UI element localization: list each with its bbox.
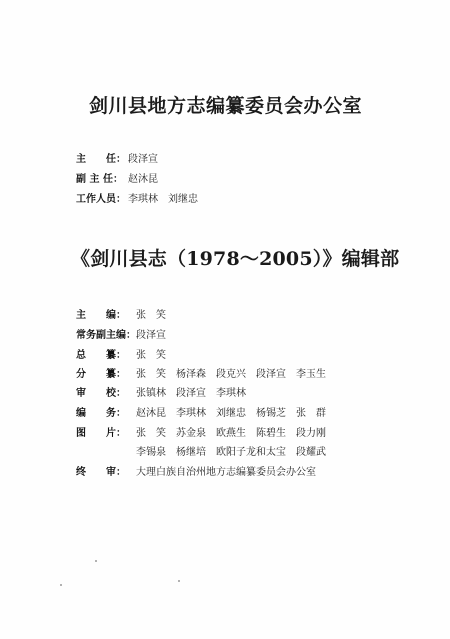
editorial-title [71, 244, 399, 271]
office-row-staff [76, 194, 198, 206]
editorial-label-general-compiler: 总 纂： [76, 350, 126, 361]
editorial-name: 刘继忠 [216, 408, 246, 419]
editorial-label-chief-editor: 主 编： [76, 310, 126, 321]
editorial-value-final-review: 大理白族自治州地方志编纂委员会办公室 [136, 467, 316, 478]
editorial-label-executive-deputy: 常务副主编： [76, 330, 136, 341]
office-value-director: 段泽宣 [128, 154, 158, 165]
scan-speck [95, 560, 97, 562]
office-row-deputy [76, 174, 158, 186]
editorial-row-chief-editor [76, 310, 176, 322]
editorial-label-section-compilers: 分 纂： [76, 369, 126, 380]
editorial-row-executive-deputy [76, 330, 176, 342]
editorial-name: 杨泽森 [176, 369, 206, 380]
editorial-name: 杨锡芝 [256, 408, 286, 419]
office-title: 剑川县地方志编纂委员会办公室 [89, 95, 363, 117]
editorial-name: 李玉生 [296, 369, 326, 380]
editorial-row-general-compiler [76, 350, 176, 362]
scan-speck [60, 584, 62, 586]
editorial-row-affairs [76, 408, 336, 420]
editorial-name: 段力刚 [296, 428, 326, 439]
editorial-row-section-compilers [76, 369, 336, 381]
office-row-director [76, 154, 158, 166]
editorial-row-photographers [76, 428, 336, 440]
editorial-name: 张 群 [296, 408, 326, 419]
editorial-label-photographers: 图 片： [76, 428, 126, 439]
office-label-staff: 工作人员： [76, 194, 126, 205]
editorial-name: 段泽宣 [256, 369, 286, 380]
editorial-name: 张 笑 [136, 428, 166, 439]
editorial-name: 段泽宣 [176, 388, 206, 399]
editorial-label-affairs: 编 务： [76, 408, 126, 419]
editorial-name: 李琪林 [176, 408, 206, 419]
editorial-name: 张镇林 [136, 388, 166, 399]
editorial-name: 苏金泉 [176, 428, 206, 439]
editorial-row-proofreaders [76, 388, 256, 400]
office-value-staff: 李琪林 刘继忠 [128, 194, 198, 205]
editorial-label-final-review: 终 审： [76, 467, 126, 478]
editorial-name: 和太宝 [256, 447, 286, 458]
office-label-director: 主 任： [76, 154, 126, 165]
editorial-title-prefix: 《剑川县志（ [71, 248, 187, 270]
editorial-name: 段耀武 [296, 447, 326, 458]
editorial-name: 杨继培 [176, 447, 206, 458]
editorial-title-years: 1978～2005 [186, 248, 313, 270]
scan-speck [178, 580, 180, 582]
editorial-name: 张 笑 [136, 350, 166, 361]
editorial-name: 段泽宣 [136, 330, 166, 341]
editorial-name: 欧阳子龙 [216, 447, 256, 458]
editorial-name: 张 笑 [136, 369, 166, 380]
editorial-name: 陈碧生 [256, 428, 286, 439]
office-label-deputy: 副 主 任： [76, 174, 123, 185]
office-value-deputy: 赵沐昆 [128, 174, 158, 185]
editorial-name: 段克兴 [216, 369, 246, 380]
editorial-title-suffix: ）》编辑部 [312, 248, 400, 270]
editorial-name: 李锡泉 [136, 447, 166, 458]
editorial-row-final-review [76, 467, 316, 479]
editorial-name: 赵沐昆 [136, 408, 166, 419]
editorial-label-proofreaders: 审 校： [76, 388, 126, 399]
editorial-row-photographers-cont [76, 447, 336, 459]
editorial-name: 李琪林 [216, 388, 246, 399]
editorial-name: 欧燕生 [216, 428, 246, 439]
editorial-name: 张 笑 [136, 310, 166, 321]
